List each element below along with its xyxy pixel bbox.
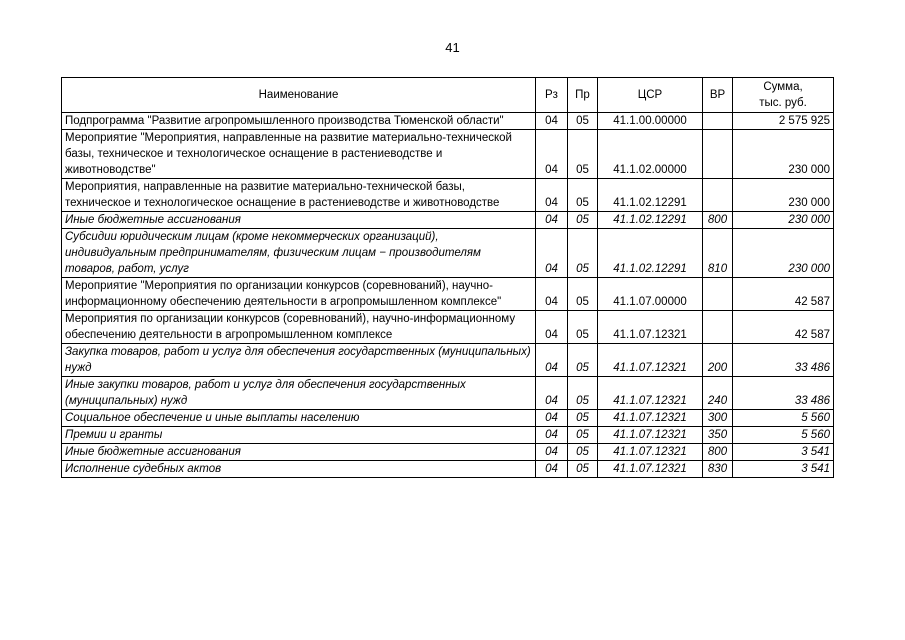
cell-pr: 05 — [568, 461, 598, 478]
cell-name: Мероприятие "Мероприятия, направленные на развитие материально-технической базы, техническое и технологическое оснащение в растениеводстве и животноводстве" — [62, 130, 536, 179]
cell-csr: 41.1.07.00000 — [598, 278, 703, 311]
cell-rz: 04 — [536, 344, 568, 377]
cell-rz: 04 — [536, 377, 568, 410]
cell-sum: 3 541 — [733, 444, 834, 461]
cell-csr: 41.1.07.12321 — [598, 311, 703, 344]
cell-name: Мероприятия по организации конкурсов (соревнований), научно-информационному обеспечению деятельности в агропромышленном комплексе — [62, 311, 536, 344]
cell-rz: 04 — [536, 311, 568, 344]
cell-rz: 04 — [536, 461, 568, 478]
header-sum — [733, 78, 834, 113]
header-sum-line2: тыс. руб. — [759, 97, 807, 109]
cell-csr: 41.1.02.12291 — [598, 179, 703, 212]
cell-sum: 3 541 — [733, 461, 834, 478]
table-row — [62, 179, 834, 212]
cell-vr: 800 — [703, 212, 733, 229]
header-name: Наименование — [62, 78, 536, 113]
cell-rz: 04 — [536, 229, 568, 278]
cell-name: Исполнение судебных актов — [62, 461, 536, 478]
cell-pr: 05 — [568, 410, 598, 427]
cell-name: Социальное обеспечение и иные выплаты населению — [62, 410, 536, 427]
table-row — [62, 229, 834, 278]
cell-sum: 42 587 — [733, 278, 834, 311]
cell-vr — [703, 130, 733, 179]
table-header-row — [62, 78, 834, 113]
cell-rz: 04 — [536, 130, 568, 179]
cell-rz: 04 — [536, 113, 568, 130]
cell-sum: 33 486 — [733, 344, 834, 377]
cell-name: Закупка товаров, работ и услуг для обеспечения государственных (муниципальных) нужд — [62, 344, 536, 377]
cell-vr — [703, 113, 733, 130]
cell-name: Мероприятия, направленные на развитие материально-технической базы, техническое и технологическое оснащение в растениеводстве и животноводстве — [62, 179, 536, 212]
cell-vr — [703, 179, 733, 212]
cell-pr: 05 — [568, 113, 598, 130]
cell-pr: 05 — [568, 444, 598, 461]
cell-sum: 5 560 — [733, 427, 834, 444]
cell-sum: 230 000 — [733, 212, 834, 229]
cell-pr: 05 — [568, 229, 598, 278]
cell-pr: 05 — [568, 130, 598, 179]
cell-csr: 41.1.07.12321 — [598, 461, 703, 478]
table-row — [62, 278, 834, 311]
header-pr: Пр — [568, 78, 598, 113]
cell-vr: 800 — [703, 444, 733, 461]
cell-rz: 04 — [536, 278, 568, 311]
header-sum-line1: Сумма, — [763, 81, 803, 93]
cell-csr: 41.1.07.12321 — [598, 444, 703, 461]
header-vr: ВР — [703, 78, 733, 113]
budget-table — [61, 77, 834, 478]
cell-sum: 42 587 — [733, 311, 834, 344]
cell-rz: 04 — [536, 427, 568, 444]
cell-vr: 350 — [703, 427, 733, 444]
cell-name: Подпрограмма "Развитие агропромышленного производства Тюменской области" — [62, 113, 536, 130]
cell-pr: 05 — [568, 344, 598, 377]
cell-name: Субсидии юридическим лицам (кроме некоммерческих организаций), индивидуальным предпринимателям, физическим лицам − производителям товаров, работ, услуг — [62, 229, 536, 278]
header-rz: Рз — [536, 78, 568, 113]
cell-pr: 05 — [568, 311, 598, 344]
cell-csr: 41.1.07.12321 — [598, 410, 703, 427]
cell-csr: 41.1.02.12291 — [598, 212, 703, 229]
table-row — [62, 311, 834, 344]
table-row — [62, 344, 834, 377]
cell-sum: 230 000 — [733, 179, 834, 212]
table-row — [62, 444, 834, 461]
table-row — [62, 212, 834, 229]
table-row — [62, 427, 834, 444]
cell-rz: 04 — [536, 212, 568, 229]
cell-csr: 41.1.07.12321 — [598, 377, 703, 410]
cell-csr: 41.1.00.00000 — [598, 113, 703, 130]
cell-sum: 230 000 — [733, 229, 834, 278]
table-row — [62, 113, 834, 130]
table-row — [62, 377, 834, 410]
cell-csr: 41.1.02.00000 — [598, 130, 703, 179]
cell-vr: 240 — [703, 377, 733, 410]
cell-vr: 300 — [703, 410, 733, 427]
table-row — [62, 130, 834, 179]
cell-name: Иные бюджетные ассигнования — [62, 444, 536, 461]
table-row — [62, 410, 834, 427]
cell-sum: 5 560 — [733, 410, 834, 427]
cell-csr: 41.1.07.12321 — [598, 344, 703, 377]
cell-pr: 05 — [568, 278, 598, 311]
cell-name: Премии и гранты — [62, 427, 536, 444]
table-row — [62, 461, 834, 478]
cell-name: Иные закупки товаров, работ и услуг для обеспечения государственных (муниципальных) нужд — [62, 377, 536, 410]
cell-name: Мероприятие "Мероприятия по организации конкурсов (соревнований), научно-информационному обеспечению деятельности в агропромышленном комплексе" — [62, 278, 536, 311]
cell-vr: 810 — [703, 229, 733, 278]
page-number: 41 — [445, 40, 460, 55]
cell-rz: 04 — [536, 410, 568, 427]
table-body — [62, 113, 834, 478]
cell-pr: 05 — [568, 377, 598, 410]
cell-rz: 04 — [536, 179, 568, 212]
cell-sum: 2 575 925 — [733, 113, 834, 130]
cell-csr: 41.1.02.12291 — [598, 229, 703, 278]
cell-pr: 05 — [568, 179, 598, 212]
cell-vr: 200 — [703, 344, 733, 377]
cell-sum: 230 000 — [733, 130, 834, 179]
cell-csr: 41.1.07.12321 — [598, 427, 703, 444]
cell-vr — [703, 278, 733, 311]
cell-vr — [703, 311, 733, 344]
header-csr: ЦСР — [598, 78, 703, 113]
cell-name: Иные бюджетные ассигнования — [62, 212, 536, 229]
cell-sum: 33 486 — [733, 377, 834, 410]
cell-rz: 04 — [536, 444, 568, 461]
cell-pr: 05 — [568, 212, 598, 229]
cell-vr: 830 — [703, 461, 733, 478]
cell-pr: 05 — [568, 427, 598, 444]
